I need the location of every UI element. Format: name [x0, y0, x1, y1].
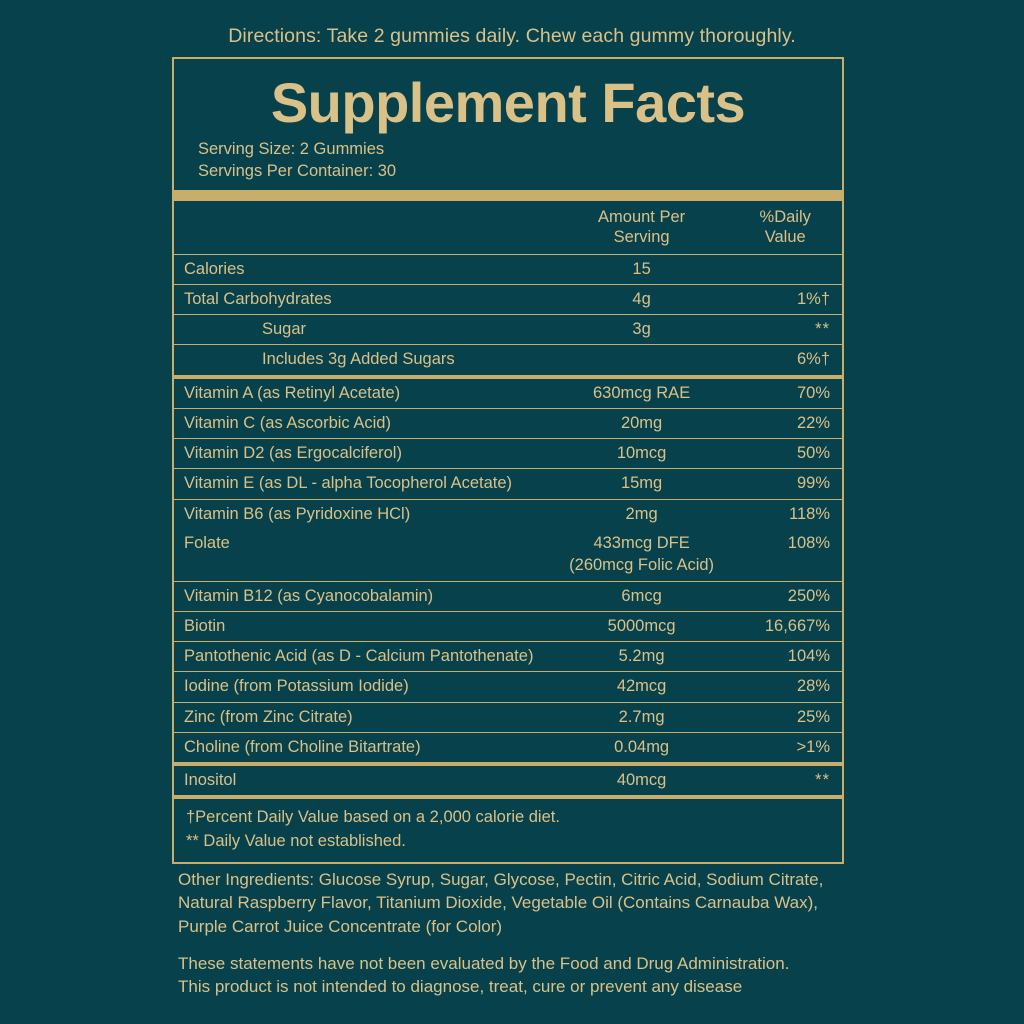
table-row — [174, 581, 842, 611]
panel-title: Supplement Facts — [270, 71, 746, 134]
table-row — [174, 529, 842, 581]
row-label: Iodine (from Potassium Iodide) — [184, 677, 409, 696]
table-row — [174, 345, 842, 377]
table-row — [174, 732, 842, 764]
row-amount: 20mg — [620, 413, 663, 432]
row-amount: 10mcg — [616, 444, 667, 463]
other-ingredients: Other Ingredients: Glucose Syrup, Sugar, Glycose, Pectin, Citric Acid, Sodium Citrate, Natural Raspberry Flavor, Titanium Dioxide, Vegetable Oil (Contains Carnauba Wax), Purple Carrot Juice Concentrate (for Color) — [178, 870, 824, 936]
row-amount: 15mg — [620, 474, 663, 493]
col-blank — [174, 201, 555, 254]
table-row — [174, 284, 842, 314]
col-daily-value — [728, 201, 842, 254]
row-label: Vitamin E (as DL - alpha Tocopherol Acetate) — [184, 474, 513, 493]
footnotes — [174, 795, 842, 862]
row-dv: ** — [815, 320, 830, 339]
row-dv — [728, 254, 842, 284]
row-dv: 104% — [787, 647, 830, 666]
row-label: Pantothenic Acid (as D - Calcium Pantothenate) — [184, 647, 534, 666]
row-label: Folate — [184, 533, 230, 552]
row-dv: 25% — [796, 707, 830, 726]
row-label: Biotin — [184, 616, 226, 635]
row-amount: 5000mcg — [607, 616, 676, 635]
nutrition-table — [174, 201, 842, 795]
table-row — [174, 439, 842, 469]
row-label: Sugar — [262, 320, 307, 339]
footnote-daily-value: †Percent Daily Value based on a 2,000 calorie diet. — [186, 808, 560, 827]
table-row — [174, 764, 842, 795]
row-label: Vitamin B6 (as Pyridoxine HCl) — [184, 504, 411, 523]
row-amount: 5.2mg — [618, 647, 665, 666]
row-dv: ** — [815, 771, 830, 790]
row-label: Vitamin C (as Ascorbic Acid) — [184, 413, 391, 432]
row-amount-line2: (260mcg Folic Acid) — [569, 556, 715, 575]
row-label: Choline (from Choline Bitartrate) — [184, 737, 421, 756]
table-row — [174, 702, 842, 732]
row-amount-line1: 433mcg DFE — [593, 533, 690, 552]
row-dv: 28% — [796, 677, 830, 696]
row-dv: 250% — [787, 586, 830, 605]
table-row — [174, 611, 842, 641]
directions-text: Directions: Take 2 gummies daily. Chew each gummy thoroughly. — [228, 25, 796, 47]
row-dv: 16,667% — [764, 616, 830, 635]
row-label: Vitamin A (as Retinyl Acetate) — [184, 383, 401, 402]
row-amount: 2mg — [625, 504, 658, 523]
row-amount: 4g — [632, 289, 651, 308]
row-dv: 6%† — [796, 350, 830, 369]
row-amount: 42mcg — [616, 677, 667, 696]
row-amount: 630mcg RAE — [592, 383, 691, 402]
row-label: Vitamin D2 (as Ergocalciferol) — [184, 444, 402, 463]
row-amount: 2.7mg — [618, 707, 665, 726]
row-dv: 1%† — [796, 289, 830, 308]
footnote-not-established: ** Daily Value not established. — [186, 832, 406, 851]
row-dv: 118% — [789, 504, 830, 523]
disclaimer-line-2: This product is not intended to diagnose, treat, cure or prevent any disease — [178, 977, 743, 997]
row-dv: 108% — [787, 533, 830, 552]
row-label: Inositol — [184, 771, 237, 790]
table-row — [174, 254, 842, 284]
table-row — [174, 642, 842, 672]
col-amount-per-serving — [555, 201, 729, 254]
row-amount: 15 — [632, 259, 651, 278]
table-row — [174, 377, 842, 409]
row-dv: >1% — [796, 737, 830, 756]
table-row — [174, 408, 842, 438]
col-dv-line1: %Daily — [759, 208, 811, 227]
row-amount — [555, 345, 729, 377]
servings-per-container: Servings Per Container: 30 — [198, 161, 397, 180]
col-dv-line2: Value — [764, 228, 806, 247]
row-amount: 3g — [632, 320, 651, 339]
table-row — [174, 469, 842, 499]
supplement-facts-panel — [172, 57, 844, 864]
row-label: Vitamin B12 (as Cyanocobalamin) — [184, 586, 434, 605]
row-label: Zinc (from Zinc Citrate) — [184, 707, 353, 726]
col-amount-line2: Serving — [613, 228, 670, 247]
col-amount-line1: Amount Per — [598, 208, 686, 227]
row-amount: 6mcg — [621, 586, 662, 605]
row-dv: 22% — [796, 413, 830, 432]
row-label: Calories — [184, 259, 245, 278]
fda-disclaimer — [178, 952, 878, 999]
row-label: Includes 3g Added Sugars — [262, 350, 455, 369]
row-label: Total Carbohydrates — [184, 289, 332, 308]
header-bar — [174, 190, 842, 201]
row-dv: 70% — [796, 383, 830, 402]
row-amount: 0.04mg — [614, 737, 670, 756]
table-row — [174, 499, 842, 529]
table-row — [174, 672, 842, 702]
serving-size: Serving Size: 2 Gummies — [198, 139, 385, 158]
table-row — [174, 315, 842, 345]
row-dv: 99% — [796, 474, 830, 493]
row-dv: 50% — [796, 444, 830, 463]
row-amount: 40mcg — [616, 771, 667, 790]
row-amount — [555, 529, 729, 581]
table-column-headers — [174, 201, 842, 254]
disclaimer-line-1: These statements have not been evaluated by the Food and Drug Administration. — [178, 954, 790, 973]
